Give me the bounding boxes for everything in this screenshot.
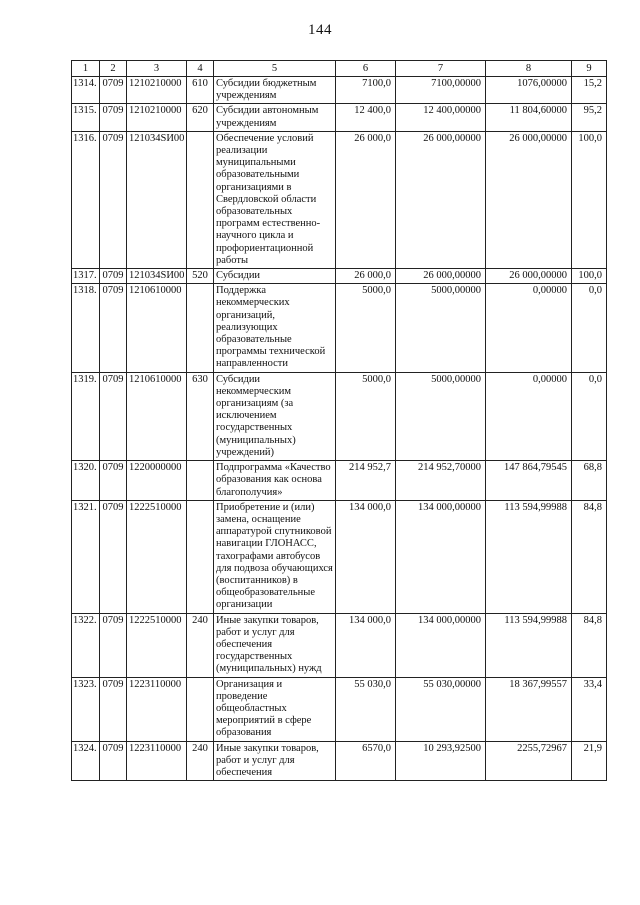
executed-amount-cell: 26 000,00000	[486, 269, 572, 284]
column-header: 3	[127, 61, 187, 77]
refined-amount-cell: 7100,00000	[396, 77, 486, 104]
row-number-cell: 1321.	[72, 500, 100, 613]
target-article-cell: 1223110000	[127, 741, 187, 781]
plan-amount-cell: 26 000,0	[336, 131, 396, 268]
expense-type-cell: 610	[187, 77, 214, 104]
executed-amount-cell: 147 864,79545	[486, 461, 572, 501]
target-article-cell: 1222510000	[127, 613, 187, 677]
executed-amount-cell: 11 804,60000	[486, 104, 572, 131]
column-header: 1	[72, 61, 100, 77]
row-number-cell: 1317.	[72, 269, 100, 284]
refined-amount-cell: 55 030,00000	[396, 677, 486, 741]
item-name-cell: Подпрограмма «Качество образования как основа благополучия»	[214, 461, 336, 501]
expense-type-cell	[187, 500, 214, 613]
refined-amount-cell: 214 952,70000	[396, 461, 486, 501]
column-header: 4	[187, 61, 214, 77]
column-header: 2	[100, 61, 127, 77]
expense-type-cell: 620	[187, 104, 214, 131]
executed-amount-cell: 113 594,99988	[486, 500, 572, 613]
percent-cell: 0,0	[572, 284, 607, 372]
row-number-cell: 1316.	[72, 131, 100, 268]
budget-table	[71, 60, 607, 781]
executed-amount-cell: 26 000,00000	[486, 131, 572, 268]
table-row	[72, 461, 607, 501]
column-header: 6	[336, 61, 396, 77]
percent-cell: 84,8	[572, 613, 607, 677]
expense-type-cell: 520	[187, 269, 214, 284]
executed-amount-cell: 0,00000	[486, 284, 572, 372]
plan-amount-cell: 134 000,0	[336, 613, 396, 677]
target-article-cell: 1223110000	[127, 677, 187, 741]
table-row	[72, 372, 607, 460]
section-code-cell: 0709	[100, 500, 127, 613]
plan-amount-cell: 26 000,0	[336, 269, 396, 284]
percent-cell: 84,8	[572, 500, 607, 613]
plan-amount-cell: 5000,0	[336, 372, 396, 460]
row-number-cell: 1320.	[72, 461, 100, 501]
percent-cell: 100,0	[572, 131, 607, 268]
column-header: 7	[396, 61, 486, 77]
table-row	[72, 613, 607, 677]
plan-amount-cell: 55 030,0	[336, 677, 396, 741]
target-article-cell: 121034SИ00	[127, 269, 187, 284]
section-code-cell: 0709	[100, 77, 127, 104]
plan-amount-cell: 5000,0	[336, 284, 396, 372]
percent-cell: 68,8	[572, 461, 607, 501]
expense-type-cell: 240	[187, 613, 214, 677]
table-row	[72, 677, 607, 741]
table-row	[72, 104, 607, 131]
header-row	[72, 61, 607, 77]
item-name-cell: Поддержка некоммерческих организаций, реализующих образовательные программы технической направленности	[214, 284, 336, 372]
section-code-cell: 0709	[100, 461, 127, 501]
executed-amount-cell: 0,00000	[486, 372, 572, 460]
table-row	[72, 741, 607, 781]
refined-amount-cell: 5000,00000	[396, 284, 486, 372]
refined-amount-cell: 26 000,00000	[396, 131, 486, 268]
executed-amount-cell: 18 367,99557	[486, 677, 572, 741]
section-code-cell: 0709	[100, 741, 127, 781]
table-row	[72, 284, 607, 372]
section-code-cell: 0709	[100, 269, 127, 284]
refined-amount-cell: 10 293,92500	[396, 741, 486, 781]
percent-cell: 33,4	[572, 677, 607, 741]
target-article-cell: 1210610000	[127, 372, 187, 460]
target-article-cell: 1210610000	[127, 284, 187, 372]
table-row	[72, 131, 607, 268]
column-header: 8	[486, 61, 572, 77]
target-article-cell: 1210210000	[127, 104, 187, 131]
percent-cell: 100,0	[572, 269, 607, 284]
row-number-cell: 1318.	[72, 284, 100, 372]
executed-amount-cell: 2255,72967	[486, 741, 572, 781]
item-name-cell: Иные закупки товаров, работ и услуг для обеспечения	[214, 741, 336, 781]
item-name-cell: Приобретение и (или) замена, оснащение аппаратурой спутниковой навигации ГЛОНАСС, тахографами автобусов для подвоза обучающихся (воспитанников) в общеобразовательные организации	[214, 500, 336, 613]
row-number-cell: 1324.	[72, 741, 100, 781]
item-name-cell: Субсидии автономным учреждениям	[214, 104, 336, 131]
target-article-cell: 1222510000	[127, 500, 187, 613]
expense-type-cell	[187, 677, 214, 741]
plan-amount-cell: 7100,0	[336, 77, 396, 104]
target-article-cell: 121034SИ00	[127, 131, 187, 268]
item-name-cell: Обеспечение условий реализации муниципальными образовательными организациями в Свердловской области образовательных программ естественно-научного цикла и профориентационной работы	[214, 131, 336, 268]
refined-amount-cell: 134 000,00000	[396, 500, 486, 613]
expense-type-cell: 630	[187, 372, 214, 460]
row-number-cell: 1323.	[72, 677, 100, 741]
item-name-cell: Субсидии некоммерческим организациям (за исключением государственных (муниципальных) учреждений)	[214, 372, 336, 460]
section-code-cell: 0709	[100, 372, 127, 460]
table-row	[72, 269, 607, 284]
plan-amount-cell: 6570,0	[336, 741, 396, 781]
expense-type-cell: 240	[187, 741, 214, 781]
page-number: 144	[308, 22, 332, 38]
refined-amount-cell: 5000,00000	[396, 372, 486, 460]
target-article-cell: 1220000000	[127, 461, 187, 501]
item-name-cell: Иные закупки товаров, работ и услуг для обеспечения государственных (муниципальных) нужд	[214, 613, 336, 677]
plan-amount-cell: 214 952,7	[336, 461, 396, 501]
item-name-cell: Субсидии бюджетным учреждениям	[214, 77, 336, 104]
target-article-cell: 1210210000	[127, 77, 187, 104]
percent-cell: 15,2	[572, 77, 607, 104]
row-number-cell: 1314.	[72, 77, 100, 104]
column-header: 5	[214, 61, 336, 77]
section-code-cell: 0709	[100, 131, 127, 268]
table-row	[72, 500, 607, 613]
expense-type-cell	[187, 284, 214, 372]
percent-cell: 95,2	[572, 104, 607, 131]
refined-amount-cell: 12 400,00000	[396, 104, 486, 131]
section-code-cell: 0709	[100, 284, 127, 372]
item-name-cell: Субсидии	[214, 269, 336, 284]
row-number-cell: 1315.	[72, 104, 100, 131]
refined-amount-cell: 26 000,00000	[396, 269, 486, 284]
executed-amount-cell: 113 594,99988	[486, 613, 572, 677]
percent-cell: 21,9	[572, 741, 607, 781]
section-code-cell: 0709	[100, 613, 127, 677]
refined-amount-cell: 134 000,00000	[396, 613, 486, 677]
table-row	[72, 77, 607, 104]
expense-type-cell	[187, 131, 214, 268]
percent-cell: 0,0	[572, 372, 607, 460]
section-code-cell: 0709	[100, 677, 127, 741]
row-number-cell: 1319.	[72, 372, 100, 460]
expense-type-cell	[187, 461, 214, 501]
plan-amount-cell: 12 400,0	[336, 104, 396, 131]
plan-amount-cell: 134 000,0	[336, 500, 396, 613]
executed-amount-cell: 1076,00000	[486, 77, 572, 104]
section-code-cell: 0709	[100, 104, 127, 131]
column-header: 9	[572, 61, 607, 77]
item-name-cell: Организация и проведение общеобластных мероприятий в сфере образования	[214, 677, 336, 741]
row-number-cell: 1322.	[72, 613, 100, 677]
